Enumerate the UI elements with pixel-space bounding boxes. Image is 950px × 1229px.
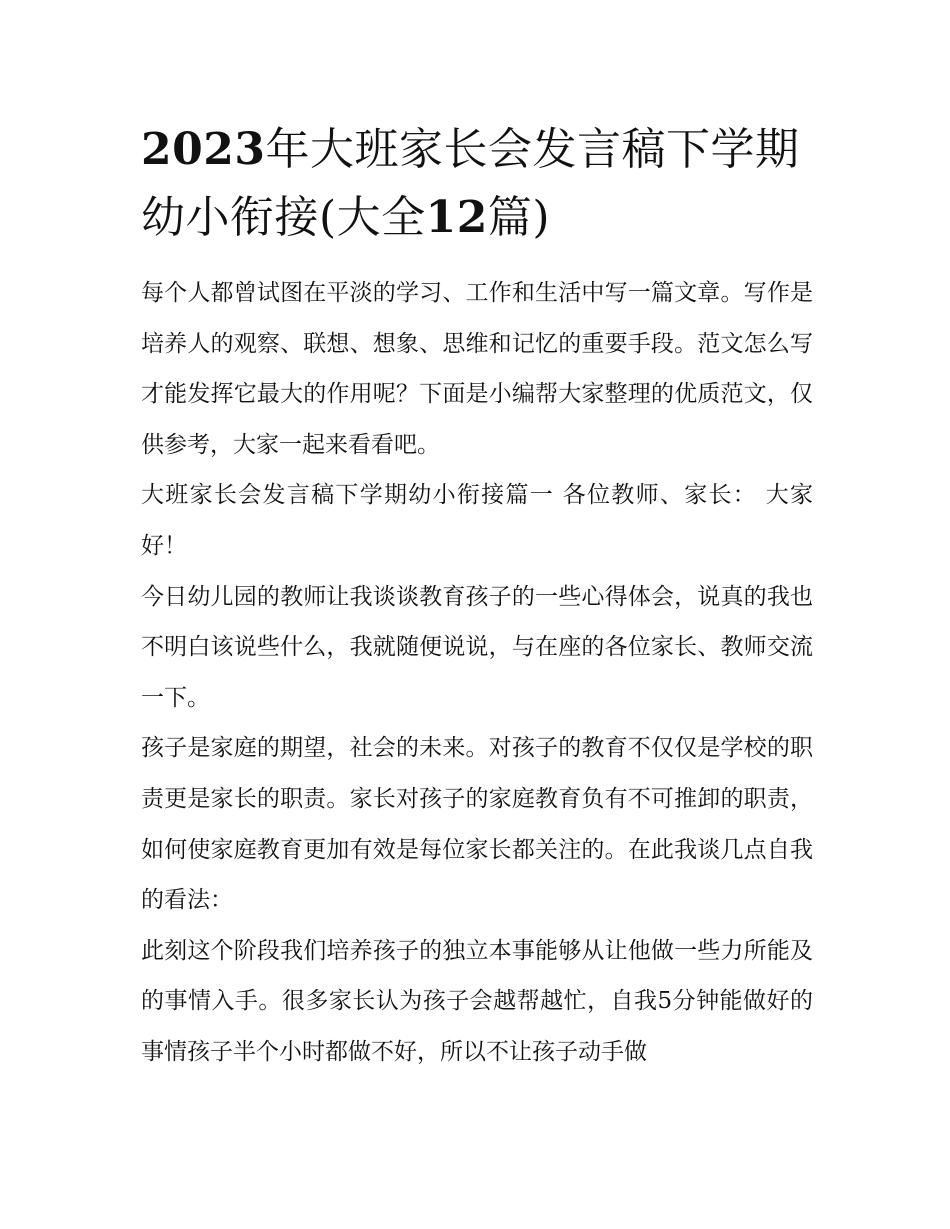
document-body (141, 268, 813, 1078)
document-title: 2023年大班家长会发言稿下学期幼小衔接(大全12篇) (141, 124, 800, 243)
paragraph-independence: 此刻这个阶段我们培养孩子的独立本事能够从让他做一些力所能及的事情入手。很多家长认为孩子会越帮越忙，自我5分钟能做好的事情孩子半个小时都做不好，所以不让孩子动手做 (141, 937, 813, 1065)
paragraph-intro: 每个人都曾试图在平淡的学习、工作和生活中写一篇文章。写作是培养人的观察、联想、想象、思维和记忆的重要手段。范文怎么写才能发挥它最大的作用呢？下面是小编帮大家整理的优质范文，仅供参考，大家一起来看看吧。 (141, 280, 813, 458)
paragraph-responsibility: 孩子是家庭的期望，社会的未来。对孩子的教育不仅仅是学校的职责更是家长的职责。家长对孩子的家庭教育负有不可推卸的职责，如何使家庭教育更加有效是每位家长都关注的。在此我谈几点自我的看法： (141, 735, 813, 914)
paragraph-greeting: 大班家长会发言稿下学期幼小衔接篇一 各位教师、家长： 大家好！ (141, 482, 813, 559)
paragraph-opening: 今日幼儿园的教师让我谈谈教育孩子的一些心得体会，说真的我也不明白该说些什么，我就随便说说，与在座的各位家长、教师交流一下。 (141, 583, 813, 711)
document-content (141, 116, 813, 1078)
